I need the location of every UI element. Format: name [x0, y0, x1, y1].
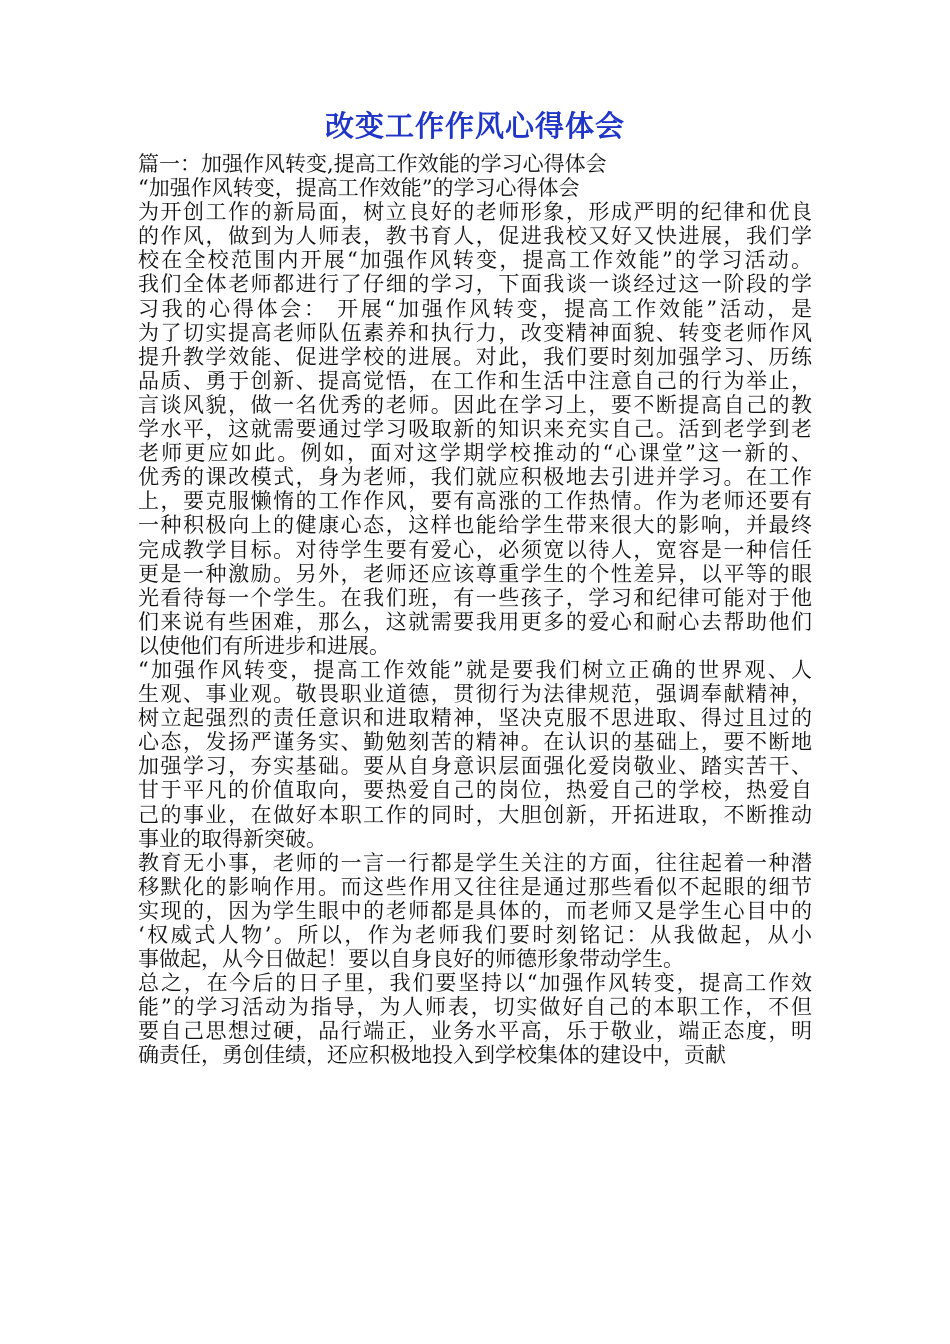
body-text-line: 能”的学习活动为指导，为人师表，切实做好自己的本职工作，不但	[138, 995, 812, 1020]
body-text-line: 己的事业，在做好本职工作的同时，大胆创新，开拓进取，不断推动	[138, 802, 812, 827]
body-text-line: 更是一种激励。另外，老师还应该尊重学生的个性差异，以平等的眼	[138, 561, 812, 586]
body-text-line: 事业的取得新突破。	[138, 826, 327, 851]
body-text-line: 生观、事业观。敬畏职业道德，贯彻行为法律规范，强调奉献精神，	[138, 682, 812, 707]
body-text-line: 总之，在今后的日子里，我们要坚持以“加强作风转变，提高工作效	[138, 971, 812, 996]
body-text-line: 心态，发扬严谨务实、勤勉刻苦的精神。在认识的基础上，要不断地	[138, 730, 812, 755]
body-text-line: 们来说有些困难，那么，这就需要我用更多的爱心和耐心去帮助他们	[138, 609, 812, 634]
body-text-line: 加强学习，夯实基础。要从自身意识层面强化爱岗敬业、踏实苦干、	[138, 754, 812, 779]
body-text-line: 的作风，做到为人师表，教书育人，促进我校又好又快进展，我们学	[138, 224, 812, 249]
body-text-line: 实现的，因为学生眼中的老师都是具体的，而老师又是学生心目中的	[138, 898, 812, 923]
body-text-line: 校在全校范围内开展“加强作风转变，提高工作效能”的学习活动。	[138, 248, 812, 273]
body-text-line: 以使他们有所进步和进展。	[138, 633, 390, 658]
body-text-line: 言谈风貌，做一名优秀的老师。因此在学习上，要不断提高自己的教	[138, 392, 812, 417]
body-text-line: 提升教学效能、促进学校的进展。对此，我们要时刻加强学习、历练	[138, 344, 812, 369]
document-page	[138, 104, 812, 1068]
body-text-line: 确责任，勇创佳绩，还应积极地投入到学校集体的建设中，贡献	[138, 1043, 726, 1068]
body-text-line: “加强作风转变，提高工作效能”的学习心得体会	[138, 176, 580, 201]
body-text-line: 篇一：加强作风转变,提高工作效能的学习心得体会	[138, 152, 607, 176]
body-text-line: 事做起，从今日做起！要以自身良好的师德形象带动学生。	[138, 947, 684, 972]
body-text-line: 甘于平凡的价值取向，要热爱自己的岗位，热爱自己的学校，热爱自	[138, 778, 812, 803]
body-text-line: 移默化的影响作用。而这些作用又往往是通过那些看似不起眼的细节	[138, 874, 812, 899]
body-text-line: 光看待每一个学生。在我们班，有一些孩子，学习和纪律可能对于他	[138, 585, 812, 610]
body-text-line: 完成教学目标。对待学生要有爱心，必须宽以待人，宽容是一种信任	[138, 537, 812, 562]
body-text-line: 优秀的课改模式，身为老师，我们就应积极地去引进并学习。在工作	[138, 465, 812, 490]
body-text-line: ‘权威式人物’。所以，作为老师我们要时刻铭记：从我做起，从小	[138, 923, 812, 947]
document-title: 改变工作作风心得体会	[324, 109, 625, 143]
body-text-line: 品质、勇于创新、提高觉悟，在工作和生活中注意自己的行为举止，	[138, 368, 812, 393]
body-text-line: 为了切实提高老师队伍素养和执行力，改变精神面貌、转变老师作风	[138, 320, 812, 345]
body-text-line: 一种积极向上的健康心态，这样也能给学生带来很大的影响，并最终	[138, 513, 812, 538]
body-text-line: 树立起强烈的责任意识和进取精神，坚决克服不思进取、得过且过的	[138, 706, 812, 731]
document-body	[138, 152, 812, 1068]
body-text-line: “加强作风转变，提高工作效能”就是要我们树立正确的世界观、人	[138, 657, 812, 682]
body-text-line: 上，要克服懒惰的工作作风，要有高涨的工作热情。作为老师还要有	[138, 489, 812, 514]
body-text-line: 我们全体老师都进行了仔细的学习，下面我谈一谈经过这一阶段的学	[138, 272, 812, 297]
body-text-line: 学水平，这就需要通过学习吸取新的知识来充实自己。活到老学到老	[138, 417, 812, 442]
body-text-line: 教育无小事，老师的一言一行都是学生关注的方面，往往起着一种潜	[138, 850, 812, 875]
body-text-line: 习我的心得体会： 开展“加强作风转变，提高工作效能”活动，是	[138, 296, 812, 321]
body-text-line: 老师更应如此。例如，面对这学期学校推动的“心课堂”这一新的、	[138, 441, 812, 466]
body-text-line: 要自己思想过硬，品行端正，业务水平高，乐于敬业，端正态度，明	[138, 1019, 812, 1044]
body-text-line: 为开创工作的新局面，树立良好的老师形象，形成严明的纪律和优良	[138, 200, 812, 225]
